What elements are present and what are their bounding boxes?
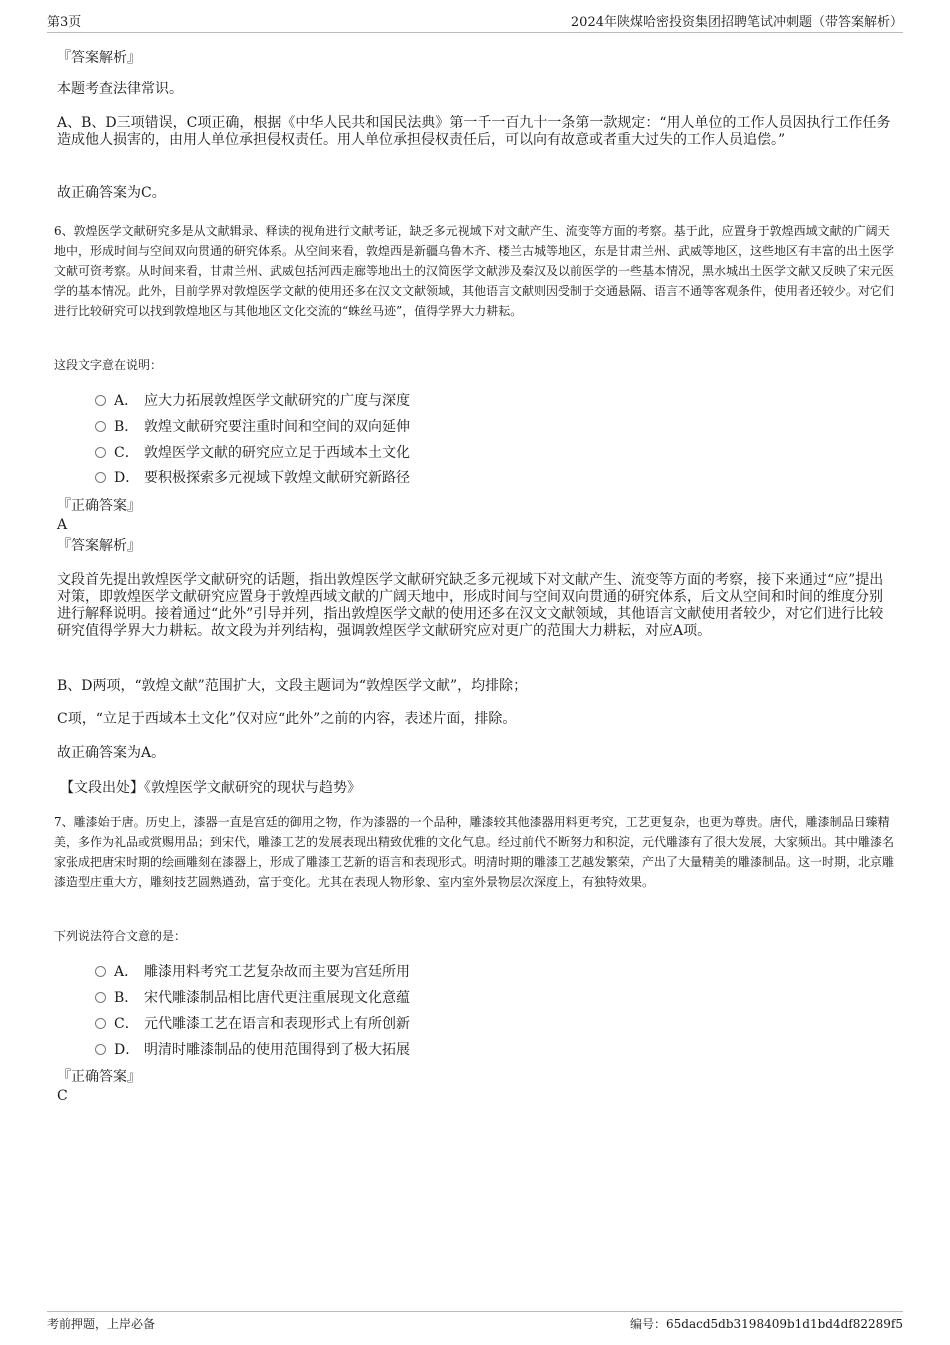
- q6-question: 这段文字意在说明：: [54, 358, 163, 372]
- q6-analysis-p4: 故正确答案为A。: [57, 745, 166, 761]
- q6-option-a[interactable]: [95, 392, 410, 410]
- option-text: 敦煌文献研究要注重时间和空间的双向延伸: [144, 419, 410, 435]
- option-text: 元代雕漆工艺在语言和表现形式上有所创新: [144, 1016, 410, 1032]
- option-letter: B．: [114, 419, 139, 435]
- option-letter: D．: [114, 470, 140, 486]
- radio-icon[interactable]: [95, 992, 106, 1003]
- option-text: 要积极探索多元视域下敦煌文献研究新路径: [144, 470, 410, 486]
- q6-analysis-p2: B、D两项，“敦煌文献”范围扩大，文段主题词为“敦煌医学文献”，均排除；: [57, 678, 528, 694]
- q6-answer-tag: 『正确答案』: [57, 498, 141, 514]
- q6-source: 【文段出处】《敦煌医学文献研究的现状与趋势》: [60, 780, 361, 796]
- radio-icon[interactable]: [95, 966, 106, 977]
- q5-analysis-p2: A、B、D三项错误，C项正确，根据《中华人民共和国民法典》第一千一百九十一条第一款规定：“用人单位的工作人员因执行工作任务造成他人损害的，由用人单位承担侵权责任。用人单位承担侵权责任后，可以向有故意或者重大过失的工作人员追偿。”: [57, 115, 891, 148]
- option-letter: C．: [114, 445, 139, 461]
- document-title: 2024年陕煤哈密投资集团招聘笔试冲刺题（带答案解析）: [570, 15, 903, 30]
- option-text: 宋代雕漆制品相比唐代更注重展现文化意蕴: [144, 990, 410, 1006]
- q6-option-b[interactable]: [95, 418, 410, 436]
- option-text: 敦煌医学文献的研究应立足于西域本土文化: [144, 445, 410, 461]
- option-text: 明清时雕漆制品的使用范围得到了极大拓展: [144, 1042, 410, 1058]
- radio-icon[interactable]: [95, 421, 106, 432]
- footer-slogan: 考前押题，上岸必备: [47, 1317, 156, 1331]
- option-letter: A．: [114, 393, 139, 409]
- q7-option-a[interactable]: [95, 963, 410, 981]
- q6-analysis-p3: C项，“立足于西域本土文化”仅对应“此外”之前的内容，表述片面，排除。: [57, 711, 517, 727]
- radio-icon[interactable]: [95, 472, 106, 483]
- q6-analysis-p1: 文段首先提出敦煌医学文献研究的话题，指出敦煌医学文献研究缺乏多元视域下对文献产生、流变等方面的考察，接下来通过“应”提出对策，即敦煌医学文献研究应置身于敦煌西域文献的广阔天地中，形成时间与空间双向贯通的研究体系，后文从空间和时间的维度分别进行解释说明。接着通过“此外”引导并列，指出敦煌医学文献的使用还多在汉文文献领域，其他语言文献使用者较少，对它们进行比较研究值得学界大力耕耘。故文段为并列结构，强调敦煌医学文献研究应对更广的范围大力耕耘，对应A项。: [57, 572, 884, 639]
- q5-analysis-tag: 『答案解析』: [57, 50, 141, 66]
- q6-option-d[interactable]: [95, 469, 410, 487]
- radio-icon[interactable]: [95, 1044, 106, 1055]
- q7-question: 下列说法符合文意的是：: [54, 929, 187, 943]
- option-text: 应大力拓展敦煌医学文献研究的广度与深度: [144, 393, 410, 409]
- option-letter: B．: [114, 990, 139, 1006]
- q5-analysis-p1: 本题考查法律常识。: [57, 81, 183, 97]
- q6-analysis-tag: 『答案解析』: [57, 538, 141, 554]
- q7-answer-tag: 『正确答案』: [57, 1069, 141, 1085]
- q7-option-c[interactable]: [95, 1015, 410, 1033]
- q6-stem: 6、敦煌医学文献研究多是从文献辑录、释读的视角进行文献考证，缺乏多元视域下对文献产生、流变等方面的考察。基于此，应置身于敦煌西域文献的广阔天地中，形成时间与空间双向贯通的研究体系。从空间来看，敦煌西是新疆乌鲁木齐、楼兰古城等地区，东是甘肃兰州、武威等地区，这些地区有丰富的出土医学文献可资考察。从时间来看，甘肃兰州、武威包括河西走廊等地出土的汉简医学文献涉及秦汉及以前医学的一些基本情况，黑水城出土医学文献又反映了宋元医学的基本情况。此外，目前学界对敦煌医学文献的使用还多在汉文文献领域，其他语言文献则因受制于交通悬隔、语言不通等客观条件，使用者还较少。对它们进行比较研究可以找到敦煌地区与其他地区文化交流的“蛛丝马迹”，值得学界大力耕耘。: [54, 224, 895, 318]
- q7-option-d[interactable]: [95, 1041, 410, 1059]
- q7-option-b[interactable]: [95, 989, 410, 1007]
- q6-option-c[interactable]: [95, 444, 410, 462]
- q7-answer: C: [57, 1088, 68, 1104]
- page-footer: [47, 1311, 903, 1332]
- radio-icon[interactable]: [95, 395, 106, 406]
- radio-icon[interactable]: [95, 447, 106, 458]
- q7-stem: 7、雕漆始于唐。历史上，漆器一直是宫廷的御用之物，作为漆器的一个品种，雕漆较其他漆器用料更考究，工艺更复杂，也更为尊贵。唐代，雕漆制品日臻精美，多作为礼品或赏赐用品；到宋代，雕漆工艺的发展表现出精致优雅的文化气息。经过前代不断努力和积淀，元代雕漆有了很大发展，大家频出。其中雕漆名家张成把唐宋时期的绘画雕刻在漆器上，形成了雕漆工艺新的语言和表现形式。明清时期的雕漆工艺越发繁荣，产出了大量精美的雕漆制品。这一时期，北京雕漆造型庄重大方，雕刻技艺圆熟遒劲，富于变化。尤其在表现人物形象、室内室外景物层次深度上，有独特效果。: [54, 815, 895, 889]
- page-header: [47, 14, 903, 33]
- radio-icon[interactable]: [95, 1018, 106, 1029]
- option-text: 雕漆用料考究工艺复杂故而主要为宫廷所用: [144, 964, 410, 980]
- q6-answer: A: [57, 517, 68, 533]
- option-letter: C．: [114, 1016, 139, 1032]
- option-letter: A．: [114, 964, 139, 980]
- page-number: 第3页: [47, 15, 82, 30]
- footer-code: 编号：65dacd5db3198409b1d1bd4df82289f5: [630, 1317, 903, 1331]
- q5-analysis-p3: 故正确答案为C。: [57, 185, 166, 201]
- option-letter: D．: [114, 1042, 140, 1058]
